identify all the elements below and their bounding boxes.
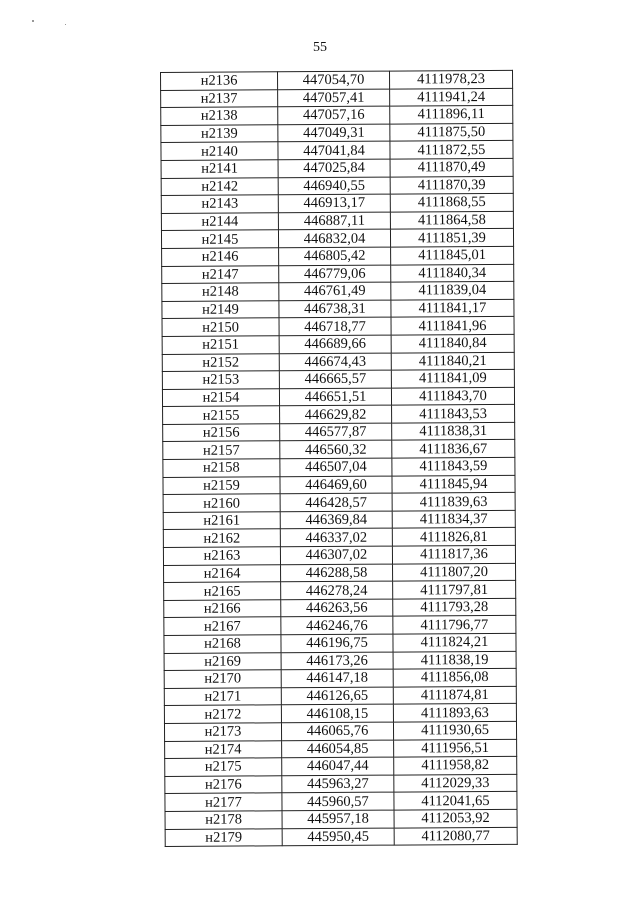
y-coordinate-cell: 4111797,81 [393, 581, 516, 599]
table-row [161, 70, 513, 90]
table-row [164, 704, 516, 724]
coordinate-table-body [161, 70, 518, 846]
x-coordinate-cell: 446913,17 [278, 194, 390, 212]
table-row [163, 493, 515, 513]
table-row [161, 229, 513, 249]
point-cell: н2166 [164, 600, 281, 618]
x-coordinate-cell: 447054,70 [278, 71, 390, 89]
x-coordinate-cell: 446560,32 [280, 441, 392, 459]
table-row [162, 387, 514, 407]
x-coordinate-cell: 446246,76 [281, 616, 393, 634]
point-cell: н2176 [165, 776, 282, 794]
table-row [164, 581, 516, 601]
y-coordinate-cell: 4111843,53 [392, 405, 515, 423]
x-coordinate-cell: 446738,31 [279, 300, 391, 318]
x-coordinate-cell: 445963,27 [282, 775, 394, 793]
coordinate-table [160, 70, 518, 847]
y-coordinate-cell: 4111843,70 [391, 387, 514, 405]
y-coordinate-cell: 4111893,63 [393, 704, 516, 722]
table-row [165, 756, 517, 776]
y-coordinate-cell: 4112080,77 [394, 827, 517, 845]
y-coordinate-cell: 4111840,21 [391, 352, 514, 370]
point-cell: н2173 [164, 723, 281, 741]
y-coordinate-cell: 4111826,81 [392, 528, 515, 546]
point-cell: н2177 [165, 793, 282, 811]
table-row [164, 651, 516, 671]
y-coordinate-cell: 4111839,04 [391, 281, 514, 299]
y-coordinate-cell: 4111958,82 [394, 756, 517, 774]
x-coordinate-cell: 446147,18 [281, 669, 393, 687]
table-row [162, 334, 514, 354]
x-coordinate-cell: 446065,76 [281, 722, 393, 740]
x-coordinate-cell: 446054,85 [282, 740, 394, 758]
x-coordinate-cell: 446196,75 [281, 634, 393, 652]
x-coordinate-cell: 446288,58 [281, 564, 393, 582]
x-coordinate-cell: 446665,57 [279, 370, 391, 388]
x-coordinate-cell: 446577,87 [280, 423, 392, 441]
x-coordinate-cell: 446126,65 [281, 687, 393, 705]
point-cell: н2174 [165, 740, 282, 758]
table-row [163, 405, 515, 425]
table-row [161, 88, 513, 108]
y-coordinate-cell: 4111872,55 [390, 141, 513, 159]
point-cell: н2138 [161, 107, 278, 125]
x-coordinate-cell: 447041,84 [278, 141, 390, 159]
x-coordinate-cell: 446173,26 [281, 652, 393, 670]
y-coordinate-cell: 4111840,34 [391, 264, 514, 282]
point-cell: н2140 [161, 142, 278, 160]
point-cell: н2148 [162, 283, 279, 301]
table-row [161, 106, 513, 126]
x-coordinate-cell: 446428,57 [280, 493, 392, 511]
x-coordinate-cell: 445960,57 [282, 792, 394, 810]
x-coordinate-cell: 447057,16 [278, 106, 390, 124]
point-cell: н2161 [163, 512, 280, 530]
point-cell: н2144 [161, 213, 278, 231]
scan-speck [65, 24, 66, 25]
x-coordinate-cell: 446629,82 [280, 405, 392, 423]
table-row [163, 475, 515, 495]
y-coordinate-cell: 4111870,49 [390, 158, 513, 176]
y-coordinate-cell: 4111868,55 [390, 194, 513, 212]
point-cell: н2142 [161, 177, 278, 195]
point-cell: н2171 [164, 688, 281, 706]
y-coordinate-cell: 4111817,36 [392, 545, 515, 563]
y-coordinate-cell: 4112041,65 [394, 792, 517, 810]
point-cell: н2146 [162, 248, 279, 266]
point-cell: н2143 [161, 195, 278, 213]
point-cell: н2179 [165, 828, 282, 846]
y-coordinate-cell: 4111841,17 [391, 299, 514, 317]
y-coordinate-cell: 4111875,50 [390, 123, 513, 141]
table-row [165, 792, 517, 812]
table-row [162, 264, 514, 284]
point-cell: н2167 [164, 617, 281, 635]
x-coordinate-cell: 446047,44 [282, 757, 394, 775]
table-row [162, 352, 514, 372]
y-coordinate-cell: 4111845,01 [391, 246, 514, 264]
y-coordinate-cell: 4111930,65 [393, 721, 516, 739]
table-row [163, 510, 515, 530]
table-row [161, 158, 513, 178]
x-coordinate-cell: 446369,84 [280, 511, 392, 529]
y-coordinate-cell: 4111838,31 [392, 422, 515, 440]
x-coordinate-cell: 446263,56 [281, 599, 393, 617]
point-cell: н2158 [163, 459, 280, 477]
y-coordinate-cell: 4111824,21 [393, 633, 516, 651]
table-row [162, 369, 514, 389]
y-coordinate-cell: 4111840,84 [391, 334, 514, 352]
coordinate-table-container [160, 70, 518, 847]
table-row [161, 141, 513, 161]
point-cell: н2160 [163, 494, 280, 512]
y-coordinate-cell: 4111793,28 [393, 598, 516, 616]
point-cell: н2164 [164, 564, 281, 582]
x-coordinate-cell: 446832,04 [278, 229, 390, 247]
table-row [163, 422, 515, 442]
y-coordinate-cell: 4111839,63 [392, 493, 515, 511]
x-coordinate-cell: 446805,42 [279, 247, 391, 265]
point-cell: н2137 [161, 89, 278, 107]
table-row [164, 563, 516, 583]
point-cell: н2153 [162, 371, 279, 389]
y-coordinate-cell: 4112029,33 [394, 774, 517, 792]
y-coordinate-cell: 4111941,24 [390, 88, 513, 106]
point-cell: н2172 [164, 705, 281, 723]
table-row [163, 545, 515, 565]
table-row [162, 299, 514, 319]
x-coordinate-cell: 446761,49 [279, 282, 391, 300]
y-coordinate-cell: 4111834,37 [392, 510, 515, 528]
table-row [164, 616, 516, 636]
table-row [164, 598, 516, 618]
table-row [165, 827, 517, 847]
table-row [163, 457, 515, 477]
y-coordinate-cell: 4111856,08 [393, 669, 516, 687]
point-cell: н2165 [164, 582, 281, 600]
x-coordinate-cell: 446718,77 [279, 317, 391, 335]
table-row [164, 686, 516, 706]
point-cell: н2170 [164, 670, 281, 688]
y-coordinate-cell: 4111841,09 [391, 369, 514, 387]
table-row [165, 774, 517, 794]
point-cell: н2152 [162, 353, 279, 371]
x-coordinate-cell: 446651,51 [279, 388, 391, 406]
y-coordinate-cell: 4112053,92 [394, 809, 517, 827]
point-cell: н2157 [163, 441, 280, 459]
scan-speck [32, 20, 34, 22]
point-cell: н2136 [161, 72, 278, 90]
y-coordinate-cell: 4111796,77 [393, 616, 516, 634]
table-row [161, 123, 513, 143]
table-row [163, 440, 515, 460]
point-cell: н2178 [165, 811, 282, 829]
table-row [164, 721, 516, 741]
y-coordinate-cell: 4111864,58 [390, 211, 513, 229]
point-cell: н2159 [163, 476, 280, 494]
point-cell: н2169 [164, 652, 281, 670]
y-coordinate-cell: 4111978,23 [389, 70, 512, 88]
point-cell: н2168 [164, 635, 281, 653]
table-row [163, 528, 515, 548]
x-coordinate-cell: 446469,60 [280, 476, 392, 494]
y-coordinate-cell: 4111807,20 [393, 563, 516, 581]
table-row [165, 809, 517, 829]
table-row [162, 281, 514, 301]
x-coordinate-cell: 446689,66 [279, 335, 391, 353]
point-cell: н2154 [162, 388, 279, 406]
x-coordinate-cell: 446887,11 [278, 212, 390, 230]
y-coordinate-cell: 4111870,39 [390, 176, 513, 194]
table-row [162, 317, 514, 337]
y-coordinate-cell: 4111836,67 [392, 440, 515, 458]
y-coordinate-cell: 4111843,59 [392, 457, 515, 475]
point-cell: н2175 [165, 758, 282, 776]
page-number: 55 [313, 40, 327, 55]
point-cell: н2147 [162, 265, 279, 283]
y-coordinate-cell: 4111841,96 [391, 317, 514, 335]
x-coordinate-cell: 446337,02 [280, 529, 392, 547]
table-row [164, 633, 516, 653]
point-cell: н2162 [163, 529, 280, 547]
point-cell: н2155 [163, 406, 280, 424]
x-coordinate-cell: 446940,55 [278, 177, 390, 195]
x-coordinate-cell: 446108,15 [281, 704, 393, 722]
point-cell: н2141 [161, 160, 278, 178]
x-coordinate-cell: 445950,45 [282, 828, 394, 846]
table-row [164, 669, 516, 689]
x-coordinate-cell: 446674,43 [279, 353, 391, 371]
y-coordinate-cell: 4111845,94 [392, 475, 515, 493]
y-coordinate-cell: 4111838,19 [393, 651, 516, 669]
x-coordinate-cell: 446779,06 [279, 265, 391, 283]
x-coordinate-cell: 446507,04 [280, 458, 392, 476]
point-cell: н2139 [161, 125, 278, 143]
table-row [161, 194, 513, 214]
point-cell: н2156 [163, 424, 280, 442]
x-coordinate-cell: 447049,31 [278, 124, 390, 142]
x-coordinate-cell: 447057,41 [278, 89, 390, 107]
point-cell: н2151 [162, 336, 279, 354]
x-coordinate-cell: 446307,02 [280, 546, 392, 564]
x-coordinate-cell: 447025,84 [278, 159, 390, 177]
point-cell: н2163 [163, 547, 280, 565]
y-coordinate-cell: 4111851,39 [390, 229, 513, 247]
y-coordinate-cell: 4111874,81 [393, 686, 516, 704]
point-cell: н2145 [161, 230, 278, 248]
point-cell: н2150 [162, 318, 279, 336]
table-row [162, 246, 514, 266]
point-cell: н2149 [162, 300, 279, 318]
x-coordinate-cell: 445957,18 [282, 810, 394, 828]
table-row [161, 211, 513, 231]
table-row [161, 176, 513, 196]
y-coordinate-cell: 4111896,11 [390, 106, 513, 124]
table-row [165, 739, 517, 759]
x-coordinate-cell: 446278,24 [281, 581, 393, 599]
y-coordinate-cell: 4111956,51 [394, 739, 517, 757]
